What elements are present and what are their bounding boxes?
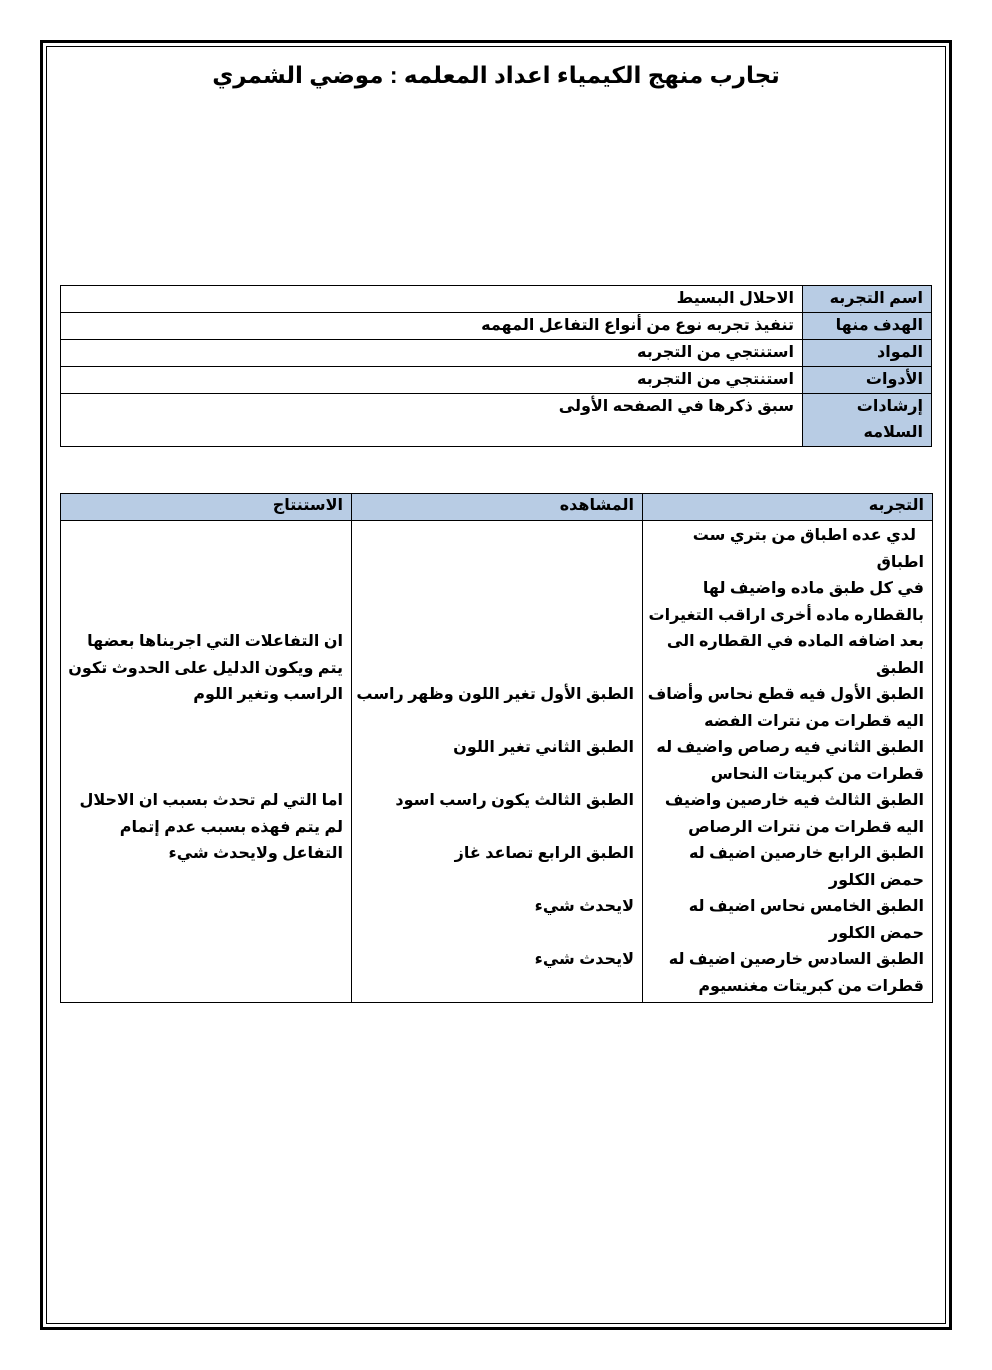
observation-cell (352, 521, 643, 1003)
procedure-line: حمض الكلور (828, 871, 924, 889)
observation-line: الطبق الرابع تصاعد غاز (454, 845, 634, 862)
procedure-line: اليه قطرات من نترات الفضه (704, 712, 924, 730)
info-label-safety (803, 394, 932, 447)
procedure-line: اطباق (876, 553, 924, 571)
observation-line: لايحدث شيء (534, 951, 634, 968)
observation-line: لايحدث شيء (534, 898, 634, 915)
procedure-line: الطبق (875, 659, 924, 677)
procedure-line: حمض الكلور (828, 924, 924, 942)
conclusion-line: يتم ويكون الدليل على الحدوث تكون (68, 659, 343, 677)
info-value-goal: تنفيذ تجربه نوع من أنواع التفاعل المهمه (61, 313, 803, 340)
experiment-info-table (60, 285, 932, 447)
procedure-line: الطبق السادس خارصين اضيف له (668, 951, 924, 968)
header-conclusion: الاستنتاج (61, 494, 352, 521)
procedure-line: اليه قطرات من نترات الرصاص (688, 818, 924, 836)
procedure-line: الطبق الخامس نحاس اضيف له (688, 898, 924, 915)
info-value-materials: استنتجي من التجربه (61, 340, 803, 367)
info-label-goal: الهدف منها (803, 313, 932, 340)
conclusion-line: اما التي لم تحدث بسبب ان الاحلال (79, 792, 343, 809)
experiment-table-body (61, 521, 933, 1003)
info-label-safety-line2: السلامه (863, 424, 923, 441)
info-row-safety (61, 394, 932, 447)
procedure-line: قطرات من كبريتات مغنسيوم (698, 977, 924, 995)
procedure-line: بعد اضافه الماده في القطاره الى (666, 633, 924, 650)
info-row-tools (61, 367, 932, 394)
conclusion-line: لم يتم فهذه بسبب عدم إتمام (119, 818, 343, 836)
observation-line: الطبق الثالث يكون راسب اسود (395, 792, 634, 809)
procedure-line: الطبق الرابع خارصين اضيف له (688, 845, 924, 862)
header-observation: المشاهده (352, 494, 643, 521)
procedure-line: قطرات من كبريتات النحاس (710, 765, 924, 783)
procedure-line: بالقطاره ماده أخرى اراقب التغيرات (648, 606, 924, 624)
observation-line: الطبق الأول تغير اللون وظهر راسب (356, 686, 634, 703)
info-label-name: اسم التجربه (803, 286, 932, 313)
info-row-goal (61, 313, 932, 340)
info-label-tools: الأدوات (803, 367, 932, 394)
conclusion-cell (61, 521, 352, 1003)
header-experiment: التجربه (643, 494, 933, 521)
info-row-materials (61, 340, 932, 367)
info-row-name (61, 286, 932, 313)
info-label-safety-line1: إرشادات (856, 398, 923, 415)
procedure-line: الطبق الأول فيه قطع نحاس وأضاف (647, 686, 924, 703)
info-value-safety: سبق ذكرها في الصفحه الأولى (61, 394, 803, 447)
procedure-line: في كل طبق ماده واضيف لها (702, 580, 924, 597)
info-label-materials: المواد (803, 340, 932, 367)
experiment-table-header (61, 494, 933, 521)
observation-line: الطبق الثاني تغير اللون (453, 739, 634, 756)
document-title: تجارب منهج الكيمياء اعداد المعلمه : موضي الشمري (212, 62, 780, 88)
procedure-line: لدي عده اطباق من بتري ست (692, 527, 916, 544)
procedure-line: الطبق الثاني فيه رصاص واضيف له (656, 739, 924, 756)
procedure-cell (643, 521, 933, 1003)
conclusion-line: ان التفاعلات التي اجريناها بعضها (87, 633, 343, 650)
info-value-name: الاحلال البسيط (61, 286, 803, 313)
conclusion-line: التفاعل ولايحدث شيء (168, 845, 343, 862)
conclusion-line: الراسب وتغير اللوم (193, 686, 343, 703)
procedure-line: الطبق الثالث فيه خارصين واضيف (664, 792, 924, 809)
info-value-tools: استنتجي من التجربه (61, 367, 803, 394)
experiment-table (60, 493, 933, 1003)
